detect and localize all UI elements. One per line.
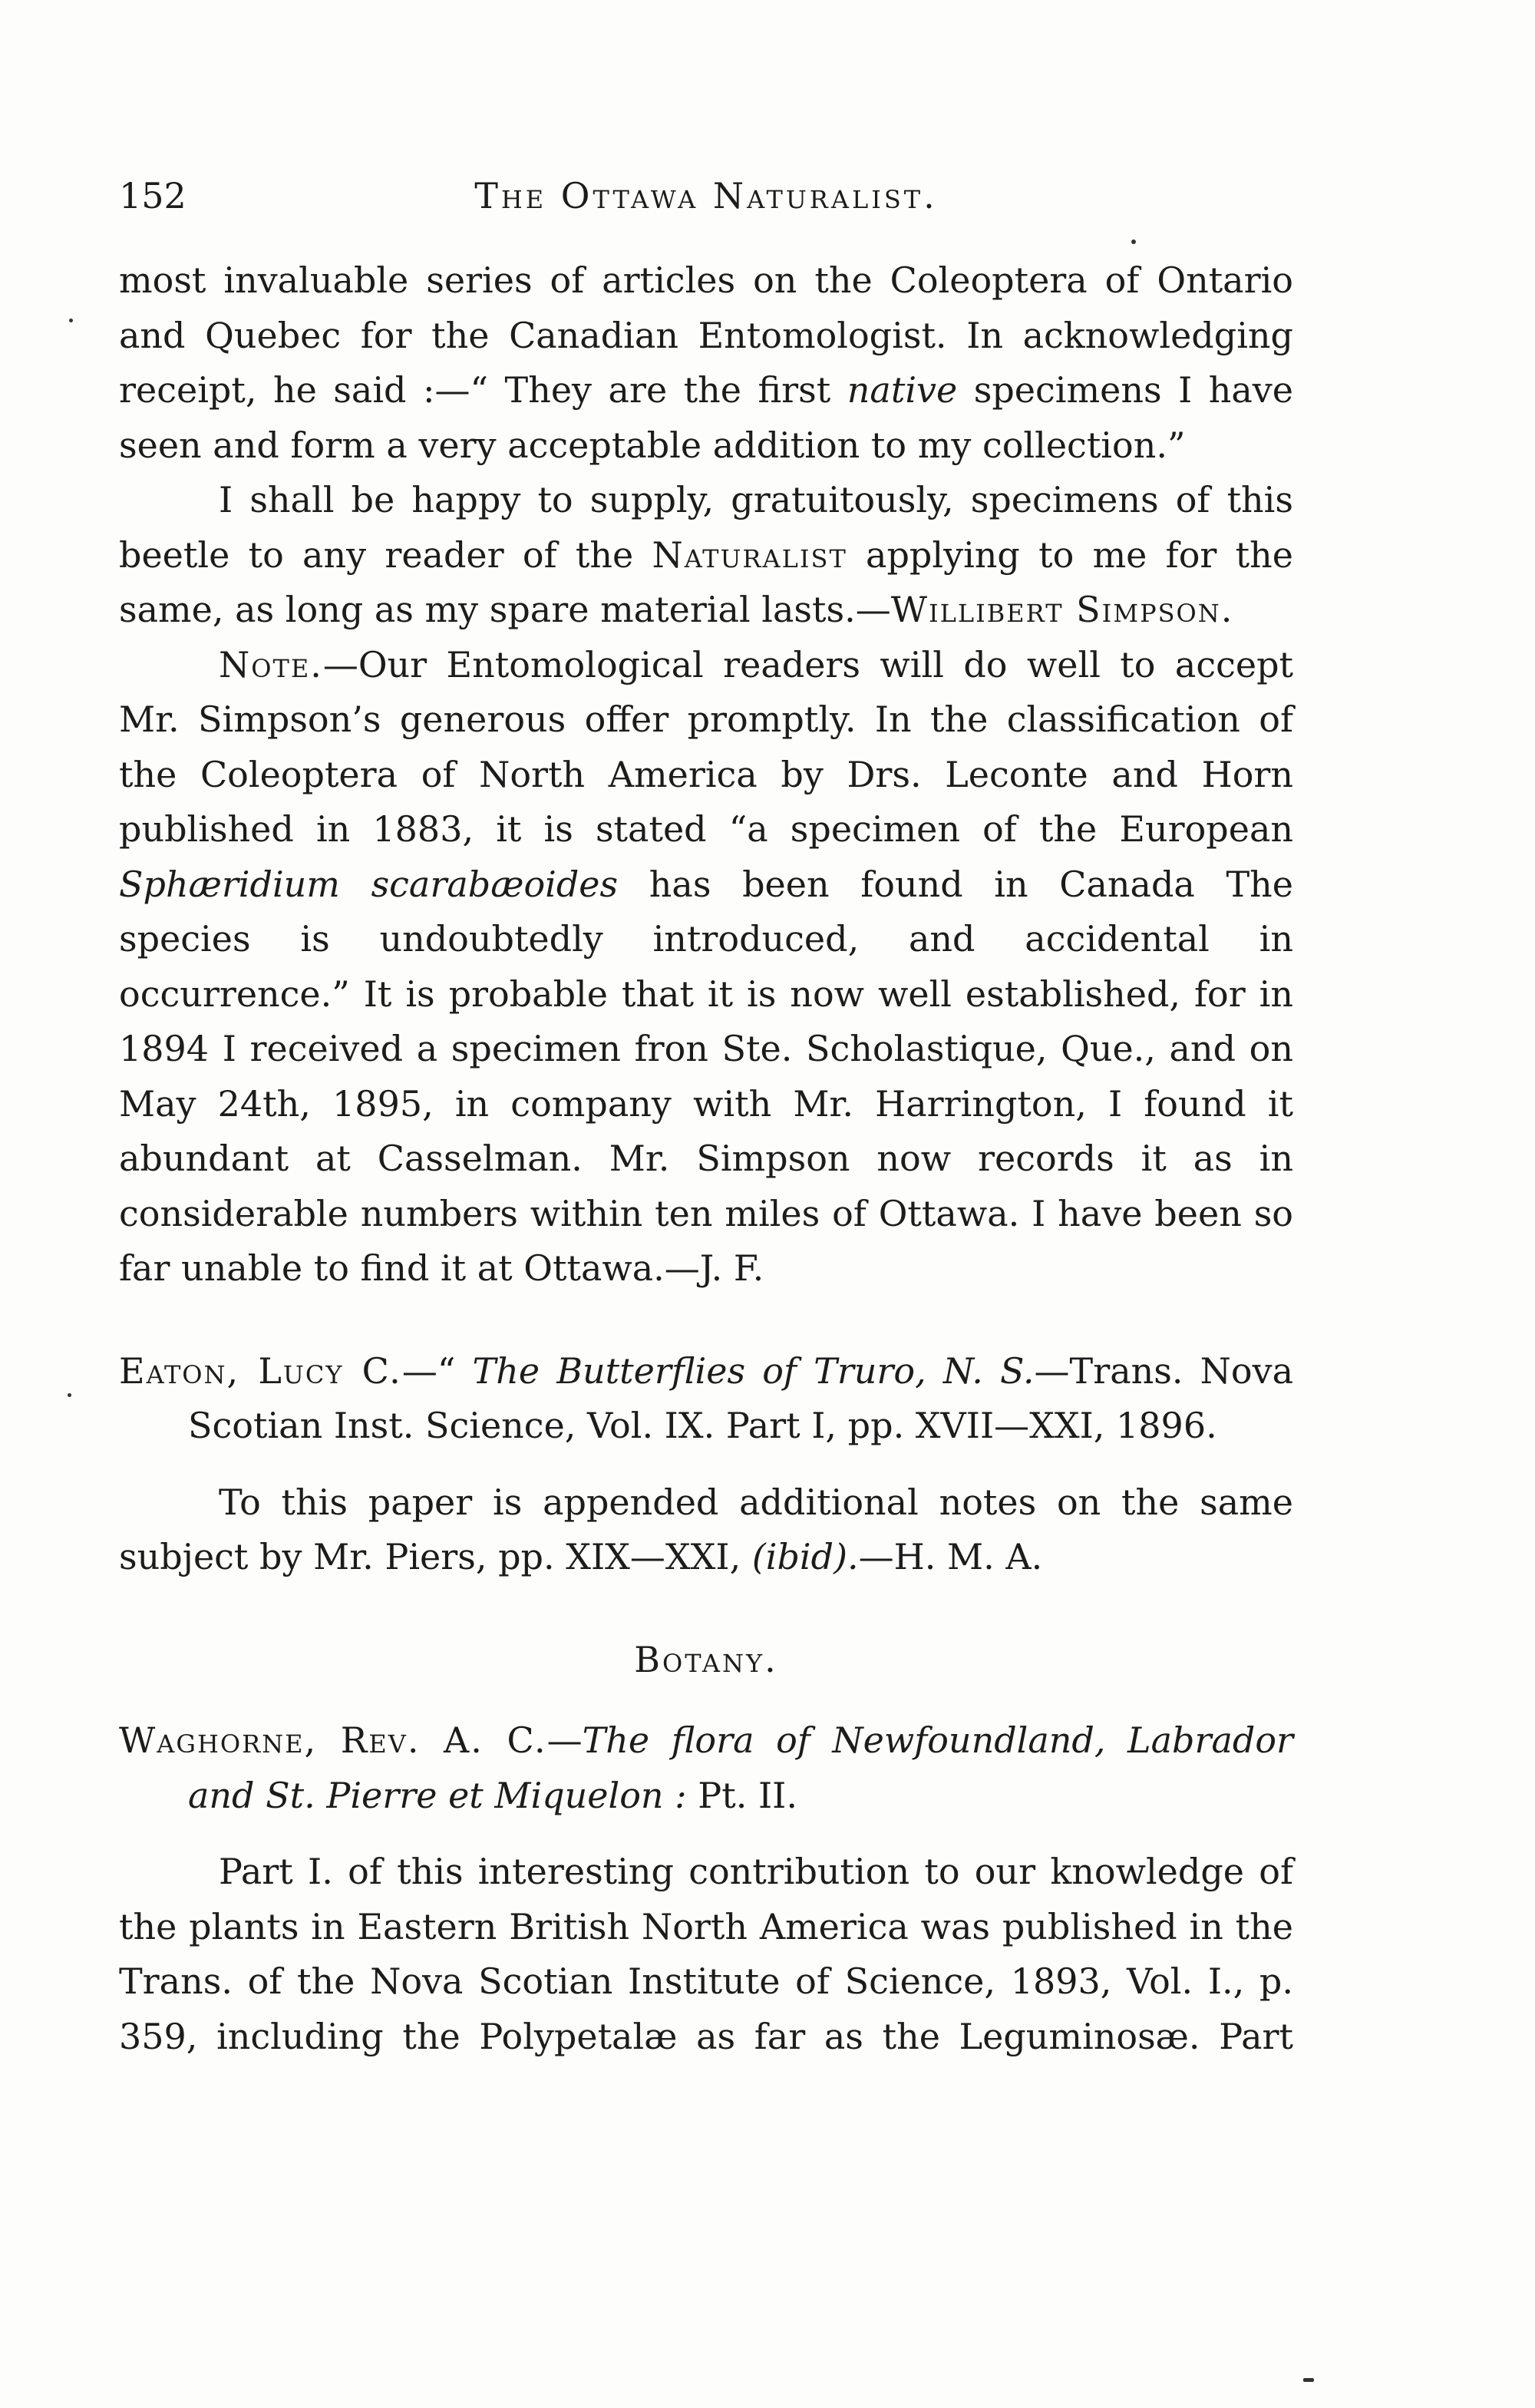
running-title: The Ottawa Naturalist.: [474, 175, 938, 216]
paragraph-continuation: most invaluable series of articles on the Coleoptera of Ontario and Quebec for the Canadian Entomologist. In acknowledging receipt, he said :—“ They are the first native specimens I have seen and form a very acceptable addition to my collection.”: [119, 259, 1294, 466]
paragraph-offer: I shall be happy to supply, gratuitously, specimens of this beetle to any reader of the Naturalist applying to me for the same, as long as my spare material lasts.—Willibert Simpson.: [119, 479, 1293, 630]
body-text: [119, 253, 1293, 2064]
print-speck: [1303, 2378, 1314, 2382]
entry-author: Waghorne, Rev. A. C.: [119, 1719, 547, 1761]
ibid: (ibid).: [751, 1536, 859, 1577]
print-speck: [68, 1393, 71, 1397]
naturalist-small-caps: Naturalist: [652, 533, 847, 576]
print-speck: [1131, 239, 1136, 244]
species-name: Sphæridium scarabæoides: [119, 863, 619, 905]
paragraph-note: Note.—Our Entomological readers will do well to accept Mr. Simpson’s generous offer promptly. In the classification of the Coleoptera of North America by Drs. Leconte and Horn published in 1883, it is stated “a specimen of the European Sphæridium scarabæoides has been found in Canada The species is undoubtedly introduced, and accidental in occurrence.” It is probable that it is now well established, for in 1894 I received a specimen fron Ste. Scholastique, Que., and on May 24th, 1895, in company with Mr. Harrington, I found it abundant at Casselman. Mr. Simpson now records it as in considerable numbers within ten miles of Ottawa. I have been so far unable to find it at Ottawa.—J. F.: [119, 643, 1293, 1289]
print-speck: [69, 319, 73, 322]
entry-author: Eaton, Lucy C.: [119, 1349, 402, 1392]
entry-title: The Butterflies of Truro, N. S.: [472, 1349, 1035, 1392]
page-number: 152: [119, 175, 187, 216]
section-heading-botany: Botany.: [634, 1638, 778, 1680]
signature-simpson: Willibert Simpson.: [890, 589, 1234, 630]
page-header: [119, 175, 1293, 229]
paragraph-appended-notes: To this paper is appended additional notes on the same subject by Mr. Piers, pp. XIX—XXI, (ibid).—H. M. A.: [119, 1481, 1293, 1577]
entry-title: The flora of Newfoundland, Labrador and St. Pierre et Miquelon :: [188, 1719, 1293, 1816]
italic-native: native: [847, 369, 958, 411]
note-label: Note.: [219, 643, 323, 685]
paragraph-part-one: Part I. of this interesting contribution to our knowledge of the plants in Eastern British North America was published in the Trans. of the Nova Scotian Institute of Science, 1893, Vol. I., p. 359, including the Polypetalæ as far as the Leguminosæ. Part: [119, 1851, 1293, 2057]
bibliography-entry-waghorne: Waghorne, Rev. A. C.—The flora of Newfoundland, Labrador and St. Pierre et Miquelon : Pt. II.: [119, 1719, 1293, 1816]
bibliography-entry-eaton: Eaton, Lucy C.—“ The Butterflies of Truro, N. S.—Trans. Nova Scotian Inst. Science, Vol. IX. Part I, pp. XVII—XXI, 1896.: [119, 1349, 1294, 1446]
